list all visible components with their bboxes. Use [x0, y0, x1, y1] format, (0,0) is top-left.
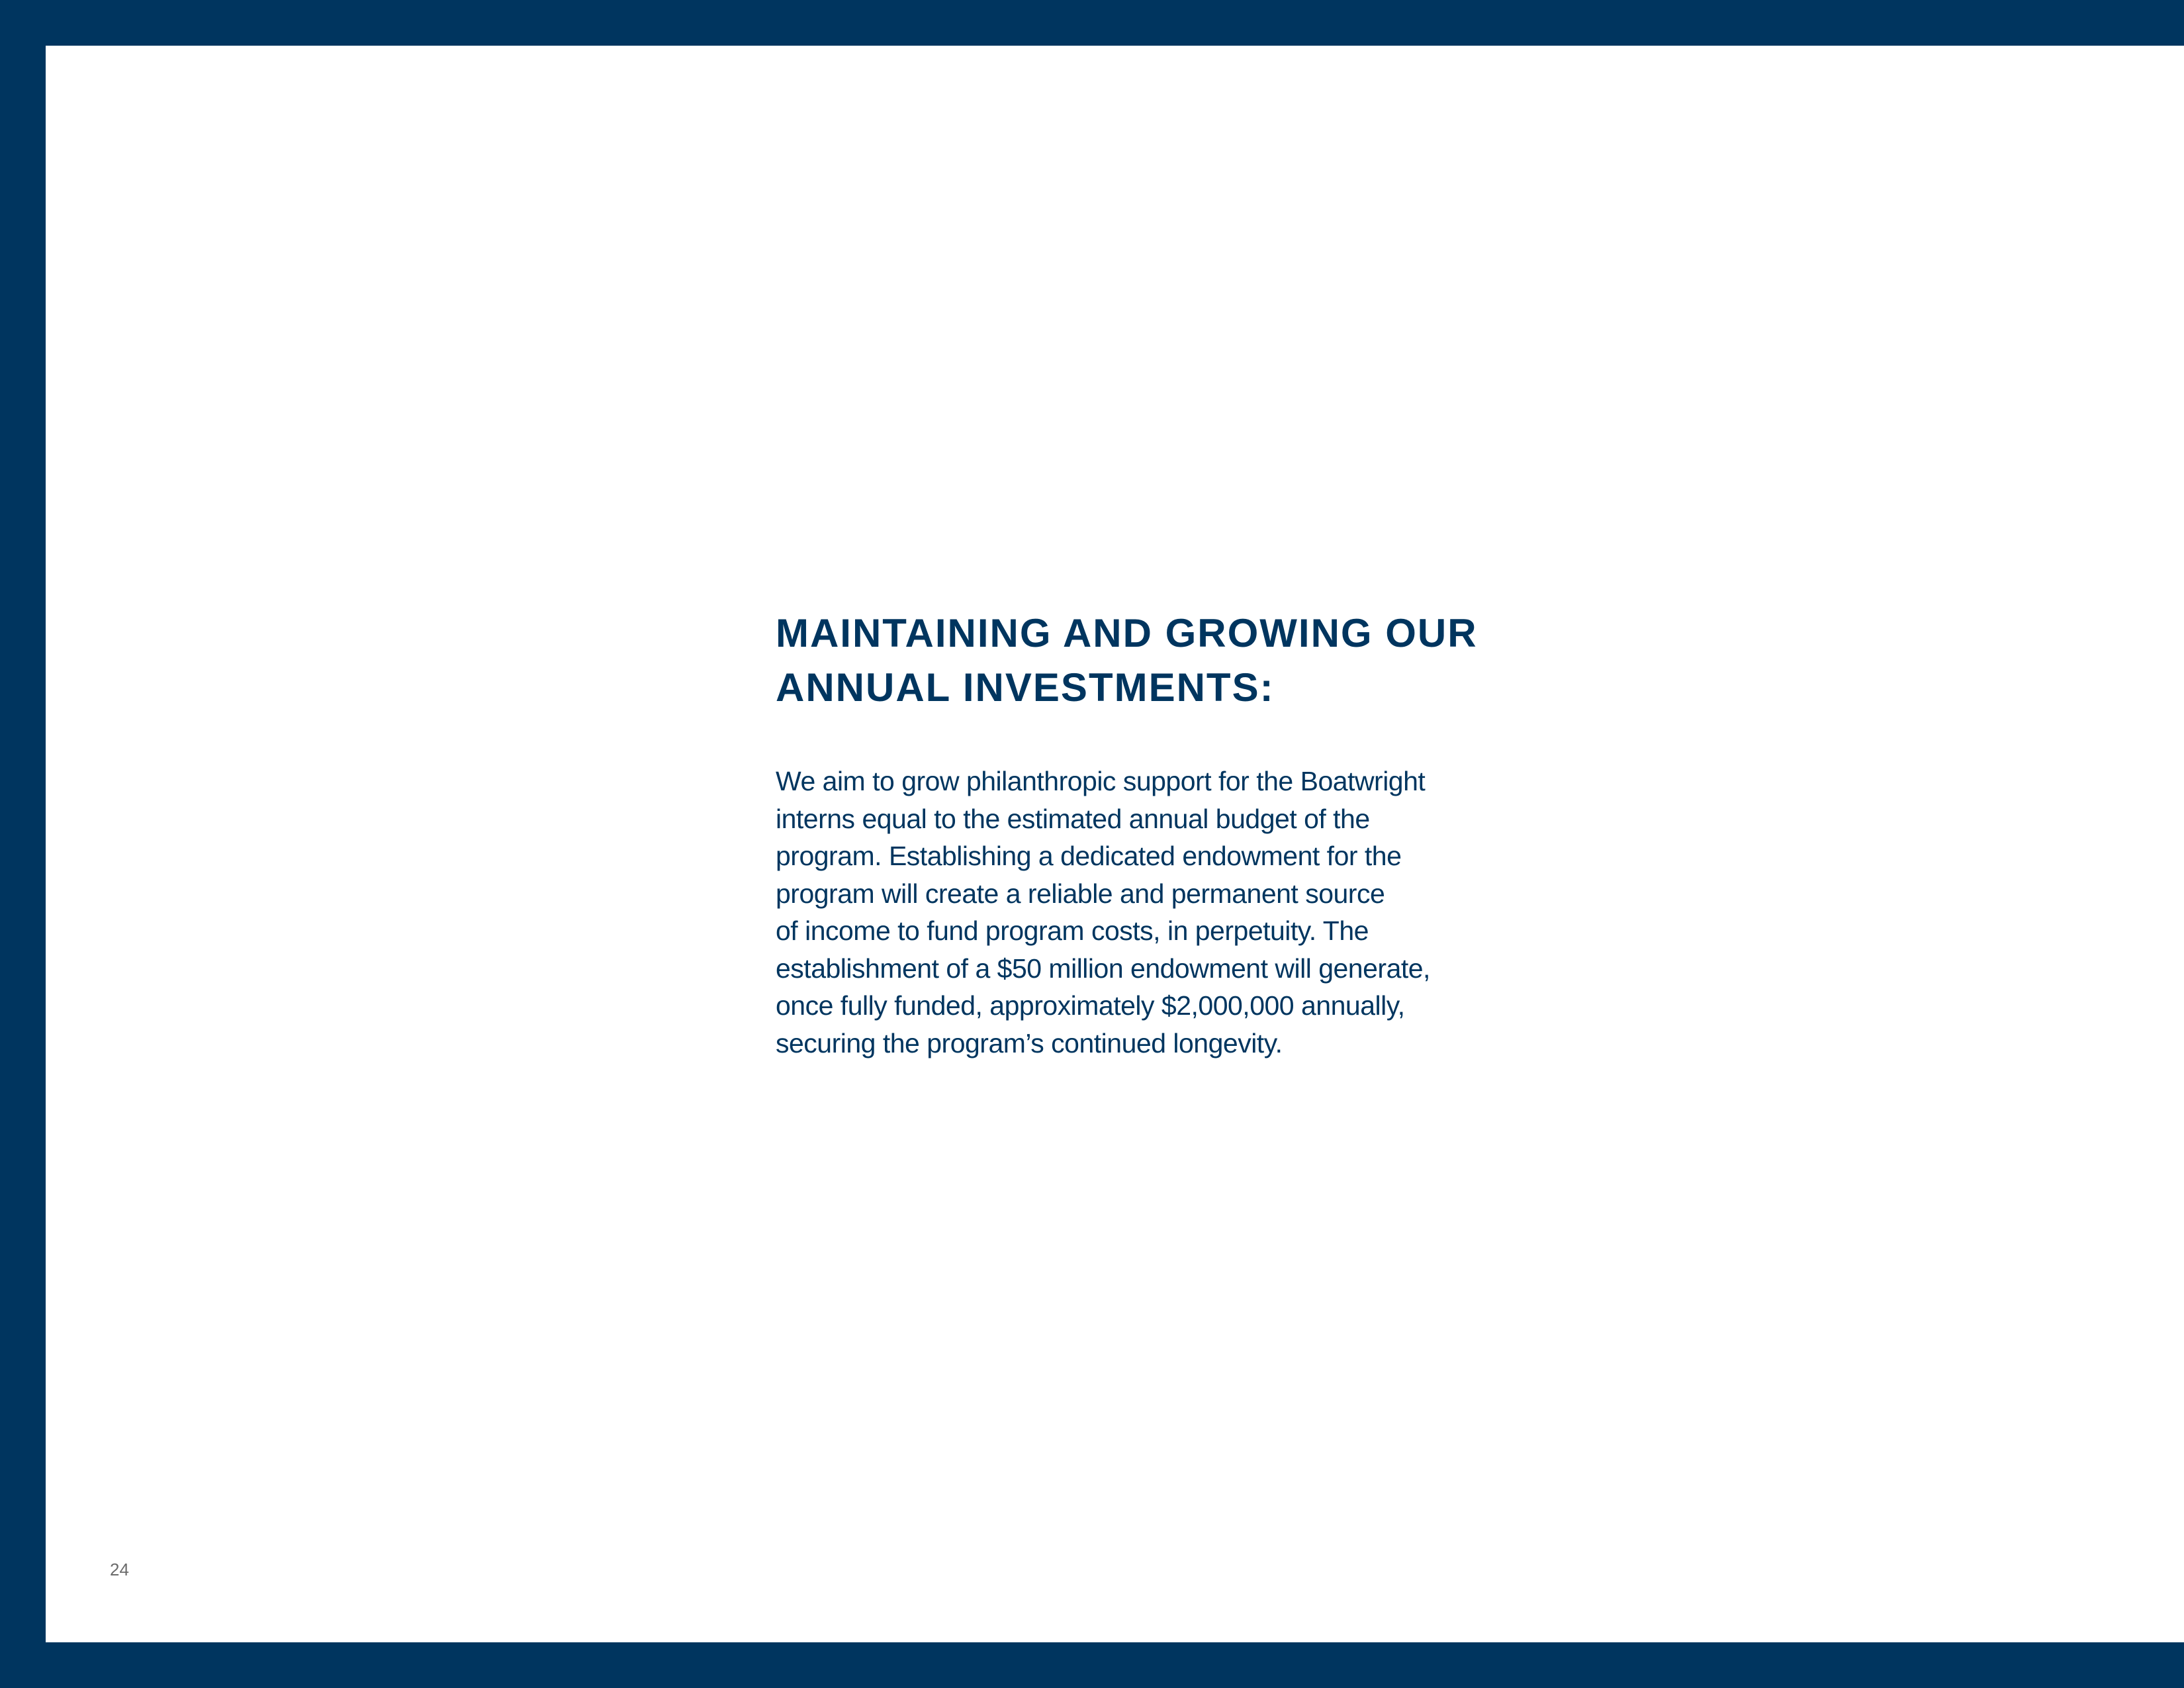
- page-number: 24: [110, 1560, 129, 1579]
- section-body: We aim to grow philanthropic support for the Boatwright interns equal to the estimated annual budget of the program. Establishing a dedicated endowment for the program will create a reliable and permanent source of income to fund program costs, in perpetuity. The establishment of a $50 million endowment will generate, once fully funded, approximately $2,000,000 annually, securing the program’s continued longevity.: [776, 766, 1430, 1058]
- section-content: [776, 606, 1490, 1062]
- section-heading: MAINTAINING AND GROWING OUR ANNUAL INVESTMENTS:: [776, 611, 1478, 710]
- frame-border-left: [0, 0, 46, 1688]
- frame-border-bottom: [0, 1642, 2184, 1688]
- frame-border-top: [0, 0, 2184, 46]
